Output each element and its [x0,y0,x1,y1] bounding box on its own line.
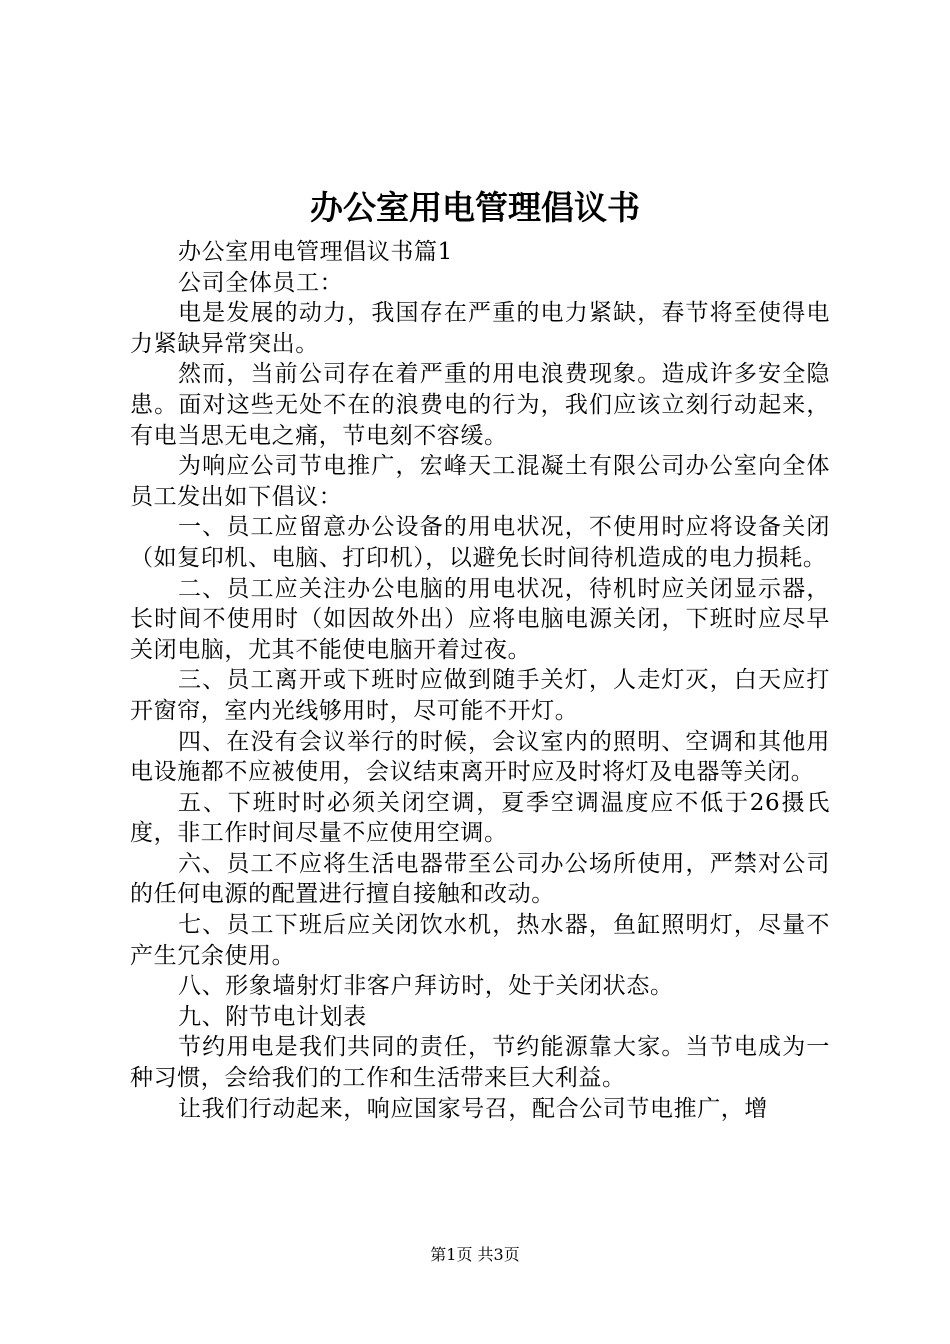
paragraph: 四、在没有会议举行的时候，会议室内的照明、空调和其他用电设施都不应被使用，会议结束离开时应及时将灯及电器等关闭。 [130,728,830,786]
paragraph: 六、员工不应将生活电器带至公司办公场所使用，严禁对公司的任何电源的配置进行擅自接触和改动。 [130,850,830,908]
paragraph: 节约用电是我们共同的责任，节约能源靠大家。当节电成为一种习惯，会给我们的工作和生活带来巨大利益。 [130,1034,830,1092]
page-number-footer: 第1页 共3页 [430,1245,520,1264]
paragraph: 九、附节电计划表 [178,1003,367,1030]
paragraph: 让我们行动起来，响应国家号召，配合公司节电推广，增 [178,1095,768,1122]
paragraph: 办公室用电管理倡议书篇1 [178,239,453,265]
paragraph: 二、员工应关注办公电脑的用电状况，待机时应关闭显示器，长时间不使用时（如因故外出）应将电脑电源关闭，下班时应尽早关闭电脑，尤其不能使电脑开着过夜。 [130,575,830,663]
document-body [130,237,830,1124]
paragraph: 一、员工应留意办公设备的用电状况，不使用时应将设备关闭（如复印机、电脑、打印机），以避免长时间待机造成的电力损耗。 [130,514,830,571]
paragraph: 七、员工下班后应关闭饮水机，热水器，鱼缸照明灯，尽量不产生冗余使用。 [130,912,830,969]
paragraph: 为响应公司节电推广，宏峰天工混凝土有限公司办公室向全体员工发出如下倡议： [130,453,830,510]
paragraph: 公司全体员工： [178,269,344,296]
paragraph: 电是发展的动力，我国存在严重的电力紧缺，春节将至使得电力紧缺异常突出。 [130,300,830,357]
document-title: 办公室用电管理倡议书 [310,188,640,227]
paragraph: 八、形象墙射灯非客户拜访时，处于关闭状态。 [178,973,674,1000]
paragraph: 三、员工离开或下班时应做到随手关灯，人走灯灭，白天应打开窗帘，室内光线够用时，尽可能不开灯。 [130,667,830,724]
paragraph: 五、下班时时必须关闭空调，夏季空调温度应不低于26摄氏度，非工作时间尽量不应使用空调。 [130,789,830,847]
paragraph: 然而，当前公司存在着严重的用电浪费现象。造成许多安全隐患。面对这些无处不在的浪费电的行为，我们应该立刻行动起来，有电当思无电之痛，节电刻不容缓。 [130,361,830,449]
